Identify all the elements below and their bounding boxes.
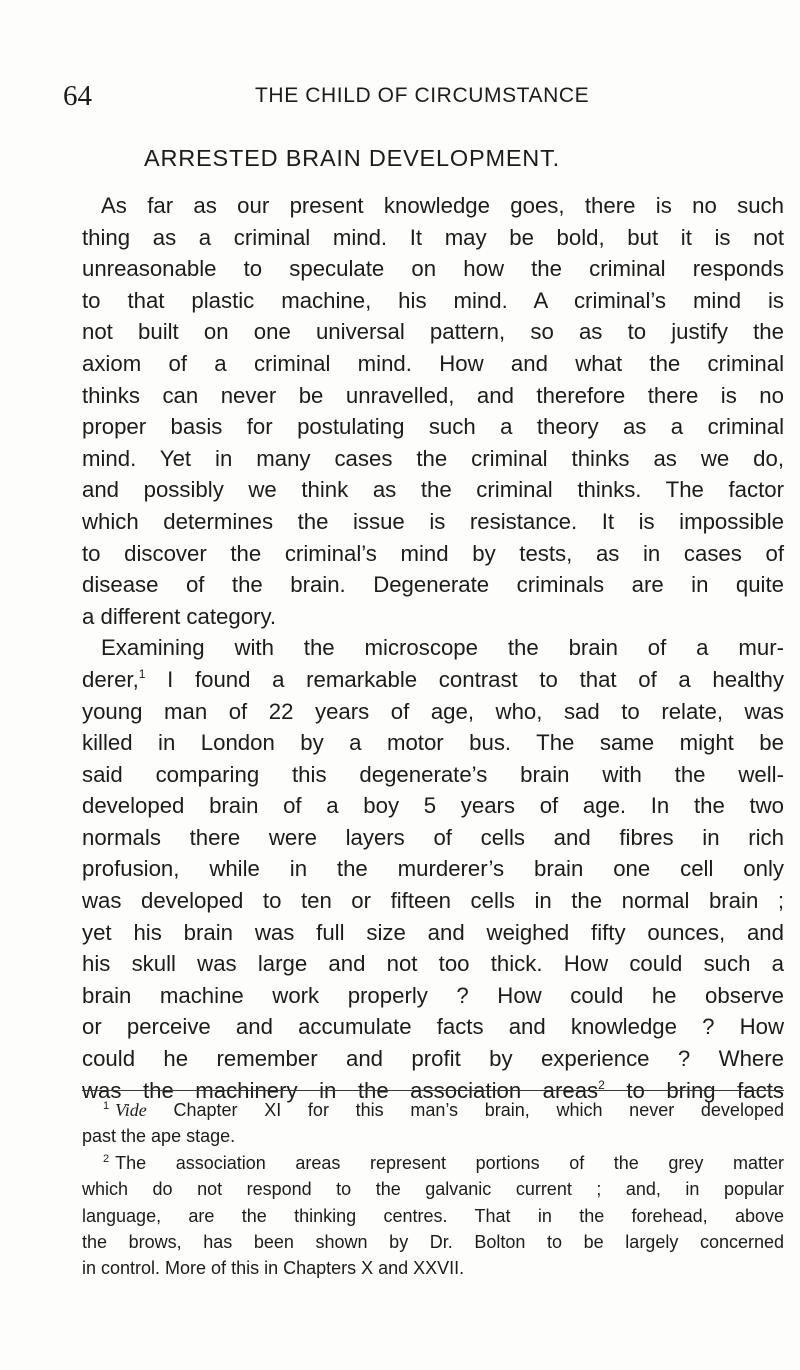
footnote-2-line: which do not respond to the galvanic current ; and, in popular [82,1179,784,1200]
footnote-2 [82,1150,784,1176]
body-line-with-footnote [82,664,784,696]
running-title: THE CHILD OF CIRCUMSTANCE [255,84,590,107]
body-fragment: to bring facts [626,1077,784,1103]
body-line: unreasonable to speculate on how the criminal responds [82,256,784,282]
running-head [63,78,723,114]
body-line: profusion, while in the murderer’s brain one cell only [82,856,784,882]
body-line: to discover the criminal’s mind by tests, as in cases of [82,540,784,566]
footnote-1-vide: Vide [115,1100,147,1120]
body-line: proper basis for postulating such a theory as a criminal [82,414,784,440]
body-fragment: was the machinery in the association areas [82,1077,599,1103]
footnotes [82,1097,784,1282]
section-heading: ARRESTED BRAIN DEVELOPMENT. [144,145,560,171]
footnote-1-text: Chapter XI for this man’s brain, which never developed [173,1100,784,1120]
footnote-ref-1: 1 [138,666,146,681]
body-line: thing as a criminal mind. It may be bold, but it is not [82,224,784,250]
body-line: normals there were layers of cells and fibres in rich [82,824,784,850]
footnote-2-line: the brows, has been shown by Dr. Bolton to be largely concerned [82,1231,784,1252]
body-line: said comparing this degenerate’s brain with the well- [82,761,784,787]
body-line: developed brain of a boy 5 years of age. In the two [82,793,784,819]
body-line: which determines the issue is resistance. It is impossible [82,508,784,534]
body-line: brain machine work properly ? How could he observe [82,982,784,1008]
body-line: was developed to ten or fifteen cells in the normal brain ; [82,888,784,914]
footnote-rule [82,1090,784,1091]
footnote-2-line: language, are the thinking centres. That in the forehead, above [82,1205,784,1226]
body-line: disease of the brain. Degenerate criminals are in quite [82,572,784,598]
body-line: mind. Yet in many cases the criminal thinks as we do, [82,445,784,471]
body-line: young man of 22 years of age, who, sad to relate, was [82,698,784,724]
body-text [82,190,784,1106]
footnote-1-line: past the ape stage. [82,1126,236,1147]
body-fragment: derer, [82,666,139,692]
footnote-2-mark: 2 [103,1152,110,1165]
body-line: to that plastic machine, his mind. A criminal’s mind is [82,287,784,313]
body-line: Examining with the microscope the brain of a mur- [101,635,784,661]
page-number: 64 [63,80,92,112]
body-line: As far as our present knowledge goes, there is no such [101,193,784,218]
footnote-2-text: The association areas represent portions of the grey matter [115,1152,784,1173]
body-line: and possibly we think as the criminal thinks. The factor [82,477,784,503]
body-line: not built on one universal pattern, so as to justify the [82,319,784,345]
body-line: could he remember and profit by experience ? Where [82,1046,784,1072]
body-line: his skull was large and not too thick. How could such a [82,951,784,977]
body-line: a different category. [82,603,277,629]
body-fragment: I found a remarkable contrast to that of a healthy [167,666,784,692]
footnote-1-mark: 1 [103,1100,110,1112]
body-line: axiom of a criminal mind. How and what the criminal [82,350,784,376]
body-line: or perceive and accumulate facts and knowledge ? How [82,1014,784,1040]
footnote-2-line: in control. More of this in Chapters X and XXVII. [82,1258,465,1279]
footnote-1 [82,1097,784,1123]
body-line: thinks can never be unravelled, and therefore there is no [82,382,784,408]
body-line: killed in London by a motor bus. The same might be [82,730,784,756]
footnote-ref-2: 2 [598,1077,605,1092]
body-line: yet his brain was full size and weighed fifty ounces, and [82,919,784,945]
